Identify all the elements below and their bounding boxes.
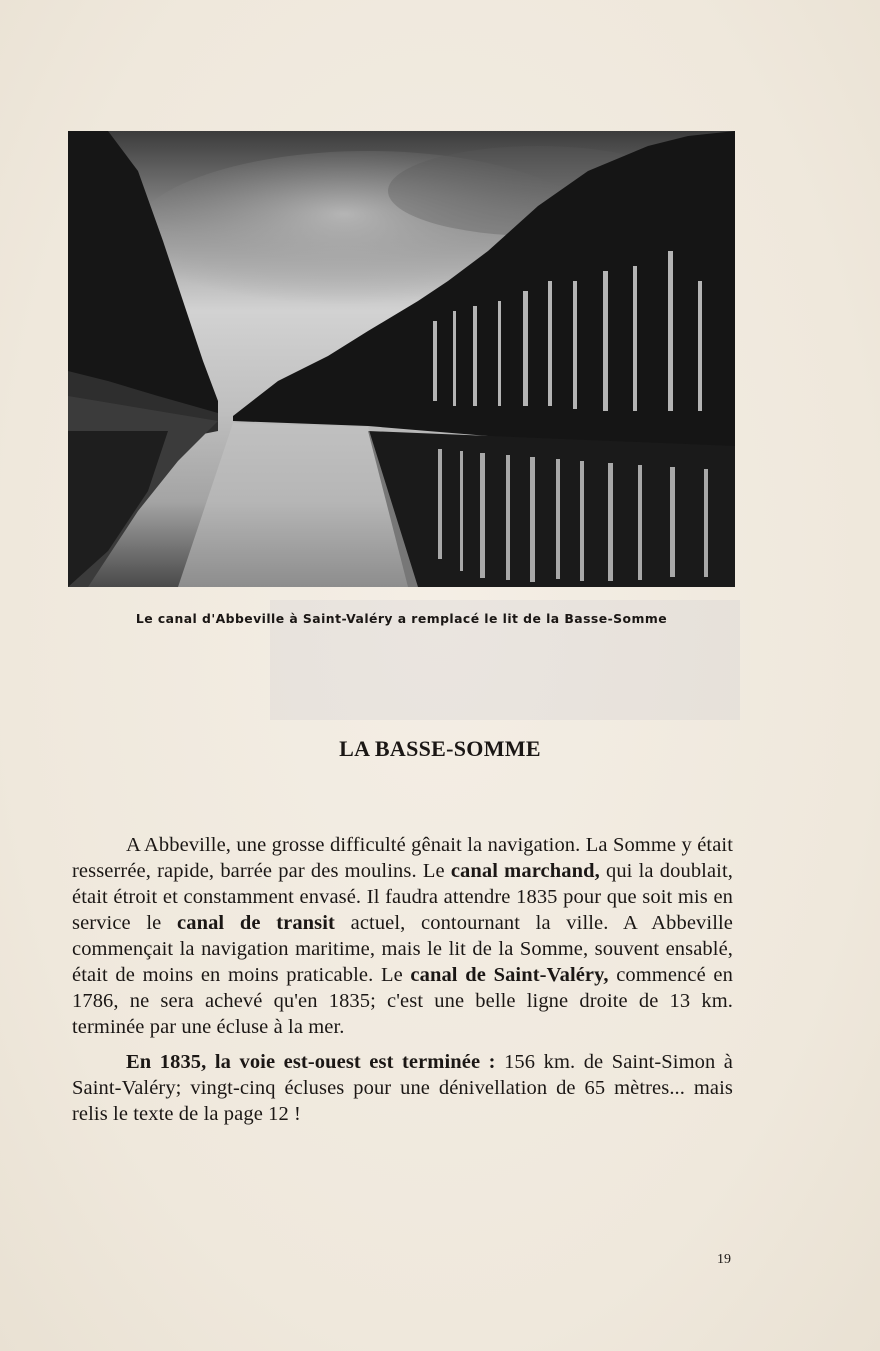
term-canal-de-saint-valery: canal de Saint-Valéry, — [410, 964, 609, 986]
paragraph-2-lead: En 1835, la voie est-ouest est terminée : — [126, 1051, 496, 1073]
paragraph-1-text-2: qui la doublait, était étroit et constamment envasé. Il faudra attendre 1835 pour que soit mis en service le — [72, 860, 733, 934]
canal-photo — [68, 131, 735, 587]
term-canal-de-transit: canal de transit — [177, 912, 335, 934]
paragraph-1-text-3: actuel, contournant la ville. A Abbeville commençait la navigation maritime, mais le lit de la Somme, souvent ensablé, était de moins en moins praticable. Le — [72, 912, 733, 986]
section-heading: LA BASSE-SOMME — [339, 736, 541, 761]
body-text — [72, 832, 733, 1127]
canal-photo-image — [68, 131, 735, 587]
paragraph-1-text-4: commencé en 1786, ne sera achevé qu'en 1835; c'est une belle ligne droite de 13 km. terminée par une écluse à la mer. — [72, 964, 733, 1038]
page-number: 19 — [717, 1252, 731, 1267]
paragraph-1-text-1: A Abbeville, une grosse difficulté gênait la navigation. La Somme y était resserrée, rapide, barrée par des moulins. Le — [72, 834, 733, 882]
photo-caption: Le canal d'Abbeville à Saint-Valéry a remplacé le lit de la Basse-Somme — [135, 611, 668, 626]
paragraph-2 — [72, 1049, 733, 1127]
paragraph-1 — [72, 832, 733, 1040]
paragraph-2-text: 156 km. de Saint-Simon à Saint-Valéry; vingt-cinq écluses pour une dénivellation de 65 mètres... mais relis le texte de la page 12 ! — [72, 1051, 734, 1125]
term-canal-marchand: canal marchand, — [450, 860, 600, 882]
